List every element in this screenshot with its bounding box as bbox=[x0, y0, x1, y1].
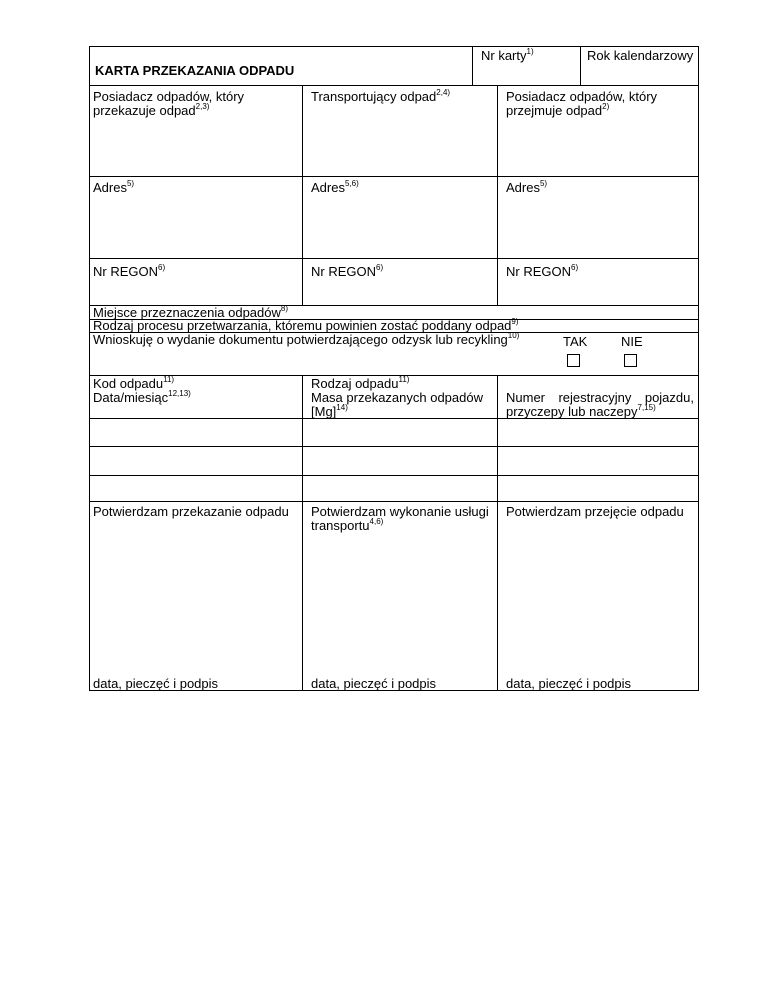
address-field-2[interactable] bbox=[302, 176, 498, 259]
receiving-holder-label: Posiadacz odpadów, który przejmuje odpad$^{2)}$ bbox=[506, 89, 658, 118]
vehicle-registration-cell bbox=[497, 375, 699, 419]
receipt-confirmation-label: Potwierdzam przejęcie odpadu bbox=[506, 504, 684, 519]
transferring-holder-label: Posiadacz odpadów, który przekazuje odpad$^{2,3)}$ bbox=[93, 89, 245, 118]
waste-code-input-1[interactable] bbox=[89, 418, 303, 447]
tak-label: TAK bbox=[563, 334, 588, 349]
regon-label-2: Nr REGON$^{6)}$ bbox=[311, 262, 384, 279]
waste-mass-label: Masa przekazanych odpadów $[Mg]^{14)}$ bbox=[311, 390, 483, 419]
receiving-holder-field[interactable] bbox=[497, 86, 699, 177]
waste-mass-input-1[interactable] bbox=[302, 418, 498, 447]
vehicle-registration-input-3[interactable] bbox=[497, 475, 699, 502]
recovery-request-row bbox=[89, 332, 699, 376]
process-type-label: Rodzaj procesu przetwarzania, któremu powinien zostać poddany odpad$^{9)}$ bbox=[93, 316, 519, 333]
signature-label-1: data, pieczęć i podpis bbox=[93, 676, 219, 691]
transferring-holder-field[interactable] bbox=[89, 86, 303, 177]
card-number-field[interactable] bbox=[472, 46, 581, 86]
signature-label-3: data, pieczęć i podpis bbox=[506, 676, 632, 691]
receipt-confirmation-field[interactable] bbox=[497, 501, 699, 691]
transport-confirmation-field[interactable] bbox=[302, 501, 498, 691]
address-label-2: Adres$^{5,6)}$ bbox=[311, 178, 359, 195]
address-field-1[interactable] bbox=[89, 176, 303, 259]
waste-code-label: Kod odpadu$^{11)}$ bbox=[93, 374, 175, 391]
transfer-confirmation-field[interactable] bbox=[89, 501, 303, 691]
regon-field-2[interactable] bbox=[302, 258, 498, 306]
signature-label-2: data, pieczęć i podpis bbox=[311, 676, 437, 691]
calendar-year-field[interactable] bbox=[580, 46, 699, 86]
transporter-label: Transportujący odpad$^{2,4)}$ bbox=[311, 87, 451, 104]
date-month-label: Data/miesiąc$^{12,13)}$ bbox=[93, 388, 191, 405]
waste-mass-input-3[interactable] bbox=[302, 475, 498, 502]
nie-label: NIE bbox=[621, 334, 643, 349]
regon-field-1[interactable] bbox=[89, 258, 303, 306]
waste-code-input-3[interactable] bbox=[89, 475, 303, 502]
regon-label-1: Nr REGON$^{6)}$ bbox=[93, 262, 166, 279]
waste-type-label: Rodzaj odpadu$^{11)}$ bbox=[311, 374, 410, 391]
address-field-3[interactable] bbox=[497, 176, 699, 259]
vehicle-registration-input-1[interactable] bbox=[497, 418, 699, 447]
waste-code-date-cell bbox=[89, 375, 303, 419]
regon-field-3[interactable] bbox=[497, 258, 699, 306]
recovery-request-label: Wnioskuję o wydanie dokumentu potwierdzającego odzysk lub recykling$^{10)}$ bbox=[93, 330, 520, 347]
address-label-1: Adres$^{5)}$ bbox=[93, 178, 135, 195]
transfer-confirmation-label: Potwierdzam przekazanie odpadu bbox=[93, 504, 289, 519]
waste-mass-input-2[interactable] bbox=[302, 446, 498, 476]
vehicle-registration-label: Numer rejestracyjny pojazdu, przyczepy lub naczepy$^{7,15)}$ bbox=[506, 390, 694, 419]
regon-label-3: Nr REGON$^{6)}$ bbox=[506, 262, 579, 279]
transporter-field[interactable] bbox=[302, 86, 498, 177]
card-title: KARTA PRZEKAZANIA ODPADU bbox=[95, 63, 295, 78]
vehicle-registration-input-2[interactable] bbox=[497, 446, 699, 476]
destination-label: Miejsce przeznaczenia odpadów$^{8)}$ bbox=[93, 303, 289, 320]
card-title-cell bbox=[89, 46, 473, 86]
card-number-label: Nr karty$^{1)}$ bbox=[481, 46, 534, 63]
waste-code-input-2[interactable] bbox=[89, 446, 303, 476]
nie-checkbox[interactable] bbox=[624, 354, 637, 367]
address-label-3: Adres$^{5)}$ bbox=[506, 178, 548, 195]
waste-transfer-card bbox=[89, 46, 699, 691]
tak-checkbox[interactable] bbox=[567, 354, 580, 367]
waste-type-mass-cell bbox=[302, 375, 498, 419]
transport-confirmation-label: Potwierdzam wykonanie usługi transportu$^{4,6)}$ bbox=[311, 504, 489, 533]
process-type-field[interactable] bbox=[89, 316, 699, 333]
calendar-year-label: Rok kalendarzowy bbox=[587, 48, 694, 63]
